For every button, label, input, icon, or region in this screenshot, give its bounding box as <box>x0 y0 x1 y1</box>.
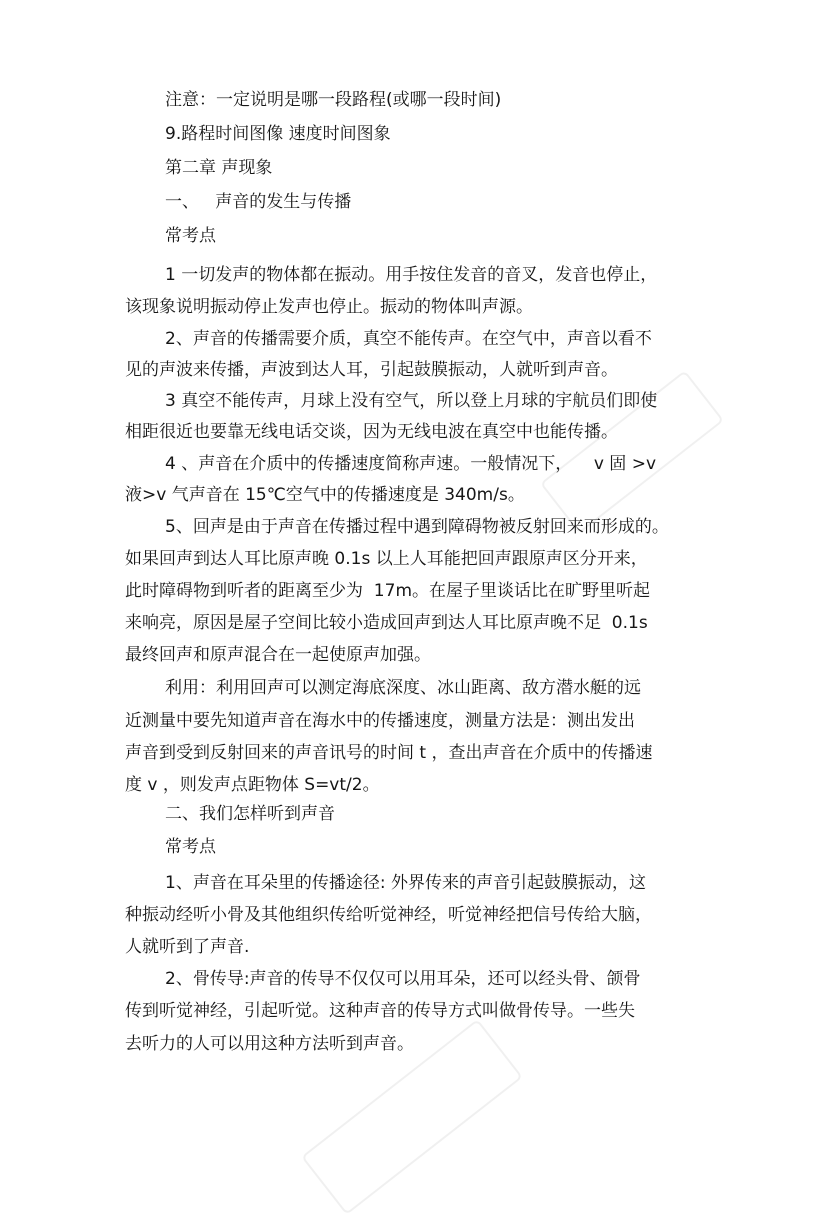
paragraph-line: 1 一切发声的物体都在振动。用手按住发音的音叉，发音也停止， <box>165 265 658 285</box>
section-heading-2: 二、我们怎样听到声音 <box>165 804 335 824</box>
key-points-heading: 常考点 <box>165 837 216 857</box>
paragraph-line: 该现象说明振动停止发声也停止。振动的物体叫声源。 <box>125 297 533 317</box>
paragraph-line: 2、声音的传播需要介质，真空不能传声。在空气中，声音以看不 <box>165 329 652 349</box>
paragraph-line: 如果回声到达人耳比原声晚 0.1s 以上人耳能把回声跟原声区分开来， <box>125 549 648 569</box>
paragraph-line: 人就听到了声音. <box>125 937 250 957</box>
paragraph-line: 液>v 气声音在 15℃空气中的传播速度是 340m/s。 <box>125 485 525 505</box>
paragraph-line: 4 、声音在介质中的传播速度简称声速。一般情况下， v 固 >v <box>165 454 657 474</box>
paragraph-line: 近测量中要先知道声音在海水中的传播速度，测量方法是：测出发出 <box>125 711 635 731</box>
paragraph-line: 2、骨传导:声音的传导不仅仅可以用耳朵，还可以经头骨、颌骨 <box>165 969 641 989</box>
paragraph-line: 此时障碍物到听者的距离至少为 17m。在屋子里谈话比在旷野里听起 <box>125 581 650 601</box>
paragraph-line: 5、回声是由于声音在传播过程中遇到障碍物被反射回来而形成的。 <box>165 517 669 537</box>
paragraph-line: 种振动经听小骨及其他组织传给听觉神经，听觉神经把信号传给大脑， <box>125 905 652 925</box>
paragraph-line: 见的声波来传播，声波到达人耳，引起鼓膜振动，人就听到声音。 <box>125 360 618 380</box>
paragraph-line: 相距很近也要靠无线电话交谈，因为无线电波在真空中也能传播。 <box>125 422 618 442</box>
list-item-9: 9.路程时间图像 速度时间图象 <box>165 124 391 144</box>
paragraph-line: 去听力的人可以用这种方法听到声音。 <box>125 1034 414 1054</box>
chapter-title: 第二章 声现象 <box>165 158 273 178</box>
section-heading-1: 一、 声音的发生与传播 <box>165 192 352 212</box>
paragraph-line: 传到听觉神经，引起听觉。这种声音的传导方式叫做骨传导。一些失 <box>125 1001 635 1021</box>
paragraph-line: 度 v ，则发声点距物体 S=vt/2。 <box>125 775 380 795</box>
note-line: 注意：一定说明是哪一段路程(或哪一段时间) <box>165 90 502 110</box>
paragraph-line: 来响亮，原因是屋子空间比较小造成回声到达人耳比原声晚不足 0.1s <box>125 613 648 633</box>
paragraph-line: 声音到受到反射回来的声音讯号的时间 t ，查出声音在介质中的传播速 <box>125 743 653 763</box>
paragraph-line: 3 真空不能传声，月球上没有空气，所以登上月球的宇航员们即使 <box>165 391 658 411</box>
paragraph-line: 利用：利用回声可以测定海底深度、冰山距离、敌方潜水艇的远 <box>165 678 641 698</box>
paragraph-line: 最终回声和原声混合在一起使原声加强。 <box>125 645 431 665</box>
paragraph-line: 1、声音在耳朵里的传播途径: 外界传来的声音引起鼓膜振动，这 <box>165 873 646 893</box>
key-points-heading: 常考点 <box>165 226 216 246</box>
